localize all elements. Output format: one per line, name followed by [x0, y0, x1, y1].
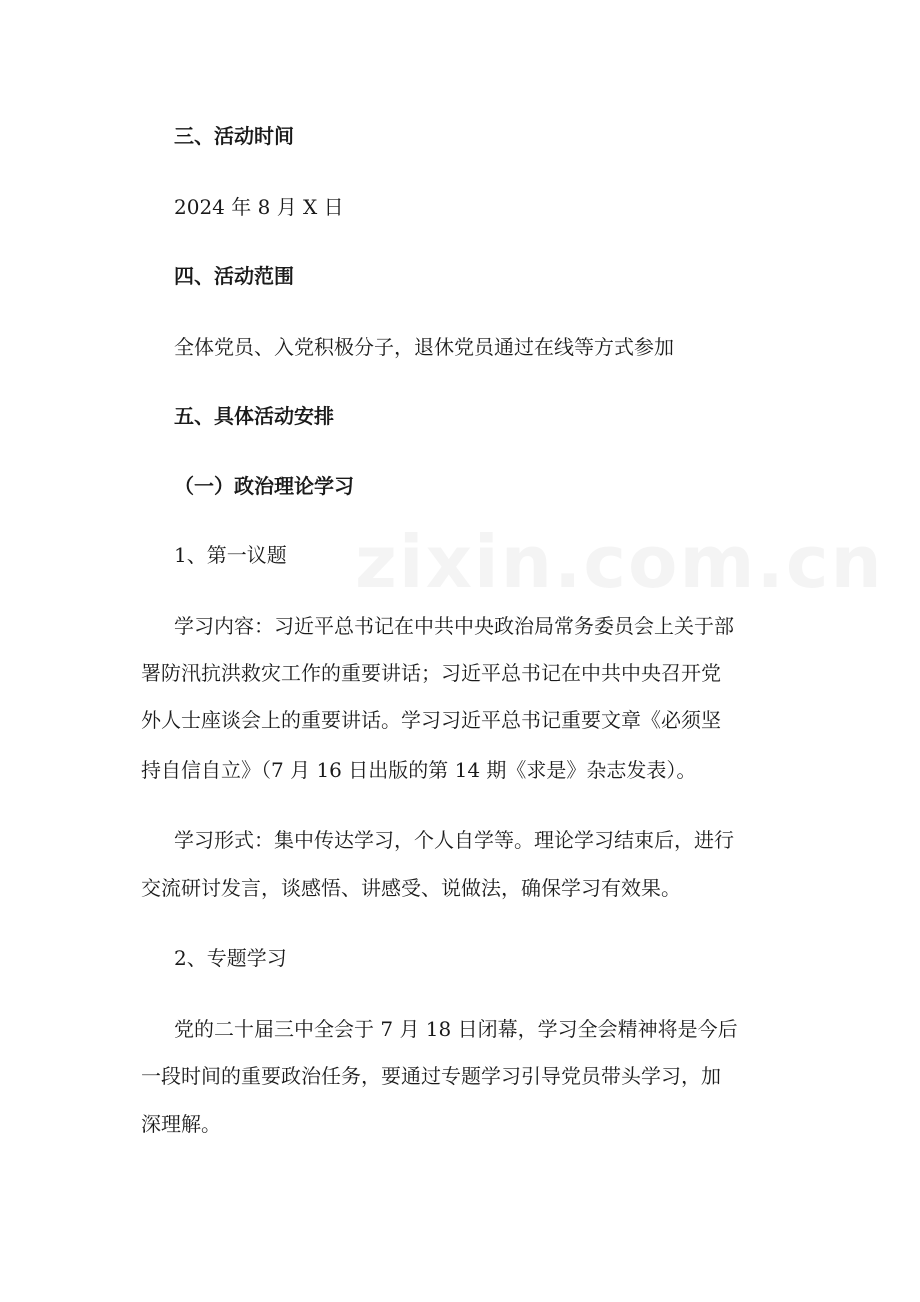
- section-heading-arrangement: 五、具体活动安排: [174, 404, 334, 428]
- section-heading-scope: 四、活动范围: [174, 264, 294, 288]
- activity-scope-text: 全体党员、入党积极分子，退休党员通过在线等方式参加: [174, 335, 674, 359]
- paragraph-line: 署防汛抗洪救灾工作的重要讲话；习近平总书记在中共中央召开党: [141, 661, 721, 685]
- paragraph-line: 外人士座谈会上的重要讲话。学习习近平总书记重要文章《必须坚: [141, 708, 721, 732]
- paragraph-line: 一段时间的重要政治任务，要通过专题学习引导党员带头学习，加: [141, 1064, 721, 1088]
- paragraph-line: 学习形式：集中传达学习，个人自学等。理论学习结束后，进行: [174, 828, 734, 852]
- watermark: zixin.com.cn: [355, 520, 884, 604]
- item-title-first-topic: 1、第一议题: [174, 543, 287, 567]
- section-heading-time: 三、活动时间: [174, 124, 294, 148]
- paragraph-line: 交流研讨发言，谈感悟、讲感受、说做法，确保学习有效果。: [141, 876, 681, 900]
- paragraph-line: 深理解。: [141, 1112, 221, 1136]
- activity-date: 2024 年 8 月 X 日: [174, 195, 344, 219]
- paragraph-line: 学习内容：习近平总书记在中共中央政治局常务委员会上关于部: [174, 614, 734, 638]
- item-title-special-study: 2、专题学习: [174, 946, 287, 970]
- paragraph-line: 党的二十届三中全会于 7 月 18 日闭幕，学习全会精神将是今后: [174, 1017, 738, 1041]
- paragraph-line: 持自信自立》（7 月 16 日出版的第 14 期《求是》杂志发表）。: [141, 758, 697, 782]
- subheading-political-theory: （一）政治理论学习: [174, 474, 354, 498]
